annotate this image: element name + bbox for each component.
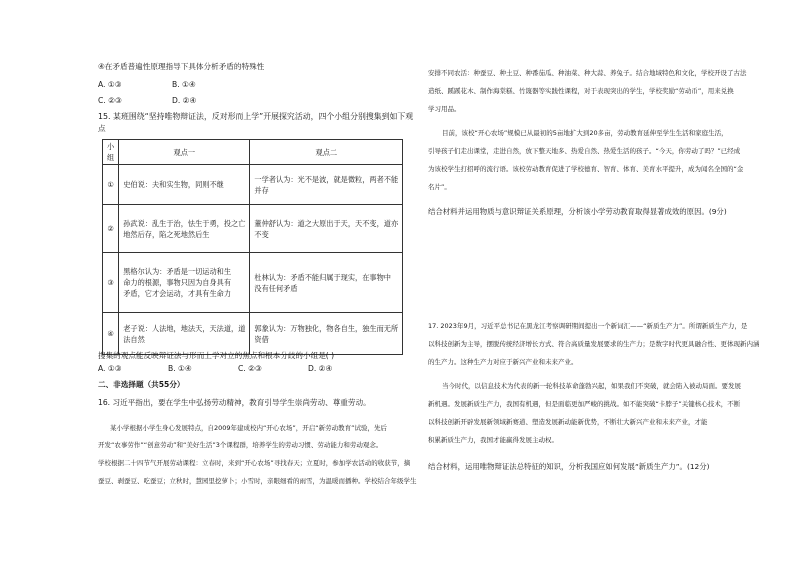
table-row [103, 205, 403, 253]
q16-cont-line: 引导孩子们走出课堂，走进自然，放下整天地多、热爱自然、热爱生活的孩子。“今天，你劳动了吗？”已经成 [428, 147, 741, 155]
q16-question: 结合材料并运用物质与意识辩证关系原理，分析该小学劳动教育取得显著成效的原因。(9分) [428, 207, 727, 216]
cell-line: 并存 [254, 185, 269, 195]
q14-option-d: D. ②④ [172, 96, 197, 105]
q16-cont-line: 学习用品。 [428, 105, 461, 113]
q15-question: 搜集的观点能反映辩证法与形而上学对立的焦点和根本分歧的小组是( ) [98, 351, 335, 360]
q15-table [102, 139, 403, 355]
q16-cont-line: 名片”。 [428, 183, 451, 191]
cell-line: 一学者认为：光不是波，就是微粒，两者不能 [254, 174, 399, 184]
cell-line: 黑格尔认为：矛盾是一切运动和生 [123, 267, 232, 276]
table-cell-index: ① [103, 165, 119, 205]
q16-line: 开发“农事劳作”“创意劳动”和“美好生活”3个课程群，培养学生的劳动习惯、劳动能力和劳动观念。 [98, 441, 383, 449]
q17-line: 17. 2023年9月，习近平总书记在黑龙江考察调研期间提出一个新词汇——“新质生产力”。所谓新质生产力，是 [428, 322, 748, 330]
cell-line: 不变 [254, 229, 269, 239]
cell-line: 董仲舒认为：道之大原出于天，天不变，道亦 [254, 218, 399, 228]
cell-line: 杜林认为：矛盾不能归属于现实，在事物中 [254, 272, 391, 282]
table-cell-view2 [250, 253, 403, 313]
cell-line: 法自然 [123, 334, 145, 344]
table-cell-index: ③ [103, 253, 119, 313]
q14-option-a: A. ①③ [98, 80, 122, 89]
cell-line: 命力的根源，事物只因为自身具有 [123, 278, 232, 287]
cell-line: 孙武说：乱生于治，怯生于勇，投之亡 [123, 218, 246, 228]
table-cell-view1 [119, 313, 250, 355]
table-cell-view2 [250, 205, 403, 253]
q17-line: 当今时代，以信息技术为代表的新一轮科技革命蓬勃兴起，如果我们不突破，就会陷入被动局面。要发展 [442, 382, 741, 390]
table-cell-index: ② [103, 205, 119, 253]
table-header-row [103, 140, 403, 165]
q16-cont-line: 造纸、蹊蹊花木、制作海棠糕、竹篾器等实践性课程，对于表现突出的学生，学校奖励“劳动币”，用来兑换 [428, 87, 734, 95]
q17-line: 积累新质生产力，我国才能赢得发展主动权。 [428, 436, 558, 444]
q15-stem: 15. 某班围绕“坚持唯物辩证法，反对形而上学”开展探究活动，四个小组分别搜集到如下观 [98, 112, 414, 121]
q16-cont-line: 为该校学生打招呼的流行语。该校劳动教育促进了学校德育、智育、体育、美育水平提升，成为闻名全国的“金 [428, 165, 744, 173]
q16-line: 某小学根据小学生身心发展特点，自2009年建成校内“开心农场”，开启“新劳动教育”试验，先后 [110, 424, 388, 432]
q16-cont-line: 安排不同农活：种蚕豆、种土豆、种番茄瓜、种油菜、种大蒜、养兔子。结合地域特色和文化，学校开设了古法 [428, 69, 747, 77]
q17-line: 新机遇。发展新质生产力，我国有机遇，但是面临更加严峻的挑战。如不能突破“卡脖子”关键核心技术，不断 [428, 400, 741, 408]
table-cell-view2 [250, 313, 403, 355]
table-cell-index: ④ [103, 313, 119, 355]
table-cell-view1 [119, 165, 250, 205]
q17-line: 以科技创新为主导，摆脱传统经济增长方式、符合高质量发展要求的生产力；是数字时代更具融合性、更体现新内涵 [428, 340, 760, 348]
q17-line: 以科技创新开辟发展新领域新赛道、塑造发展新动能新优势，不断壮大新兴产业和未来产业，才能 [428, 418, 708, 426]
q14-option-c: C. ②③ [98, 96, 122, 105]
q15-option-a: A. ①③ [98, 364, 122, 373]
cell-line: 老子说：人法地，地法天，天法道，道 [123, 323, 246, 333]
q15-option-b: B. ①④ [168, 364, 192, 373]
cell-line: 资借 [254, 334, 269, 344]
q17-question: 结合材料，运用唯物辩证法总特征的知识，分析我国应如何发展“新质生产力”。(12分) [428, 462, 710, 471]
table-header-view2: 观点二 [250, 140, 403, 165]
q15-option-c: C. ②③ [238, 364, 262, 373]
q16-cont-line: 目前，该校“开心农场”规模已从最初的5亩地扩大到20多亩，劳动教育延伸至学生生活和家庭生活， [442, 129, 728, 137]
table-row [103, 165, 403, 205]
table-header-group: 小组 [103, 140, 119, 165]
q17-line: 的生产力。这种生产力对应于新兴产业和未来产业。 [428, 358, 578, 366]
q15-stem-cont: 点 [98, 124, 106, 133]
cell-line: 矛盾，它才会运动，才具有生命力 [123, 289, 232, 298]
q15-option-d: D. ②④ [308, 364, 333, 373]
cell-line: 郭象认为：万物独化，物各自生，独生而无所 [254, 323, 399, 333]
q14-option-tail: ④在矛盾普遍性原理指导下具体分析矛盾的特殊性 [98, 62, 265, 71]
cell-line: 史伯说：夫和实生物，同则不继 [123, 180, 224, 189]
table-cell-view2 [250, 165, 403, 205]
table-row [103, 253, 403, 313]
q14-option-b: B. ①④ [172, 80, 196, 89]
table-cell-view1 [119, 253, 250, 313]
table-row [103, 313, 403, 355]
cell-line: 地然后存，陷之死地然后生 [123, 229, 210, 239]
table-cell-view1 [119, 205, 250, 253]
table-header-view1: 观点一 [119, 140, 250, 165]
q16-line: 蚕豆、剥蚕豆、吃蚕豆；立秋时，慧园里挖萝卜；小雪时，亲眼细看的雨雪，为温暖而播种。学校结合年级学生 [98, 477, 417, 485]
cell-line: 没有任何矛盾 [254, 283, 298, 293]
q16-line: 学校根据二十四节气开展劳动课程：立春时，来到“开心农场”寻找春天；立夏时，参加学农活动的收获节，摘 [98, 459, 411, 467]
q16-line: 16. 习近平指出，要在学生中弘扬劳动精神，教育引导学生崇尚劳动、尊重劳动。 [98, 398, 371, 407]
section-heading: 二、非选择题（共55分） [98, 380, 185, 389]
